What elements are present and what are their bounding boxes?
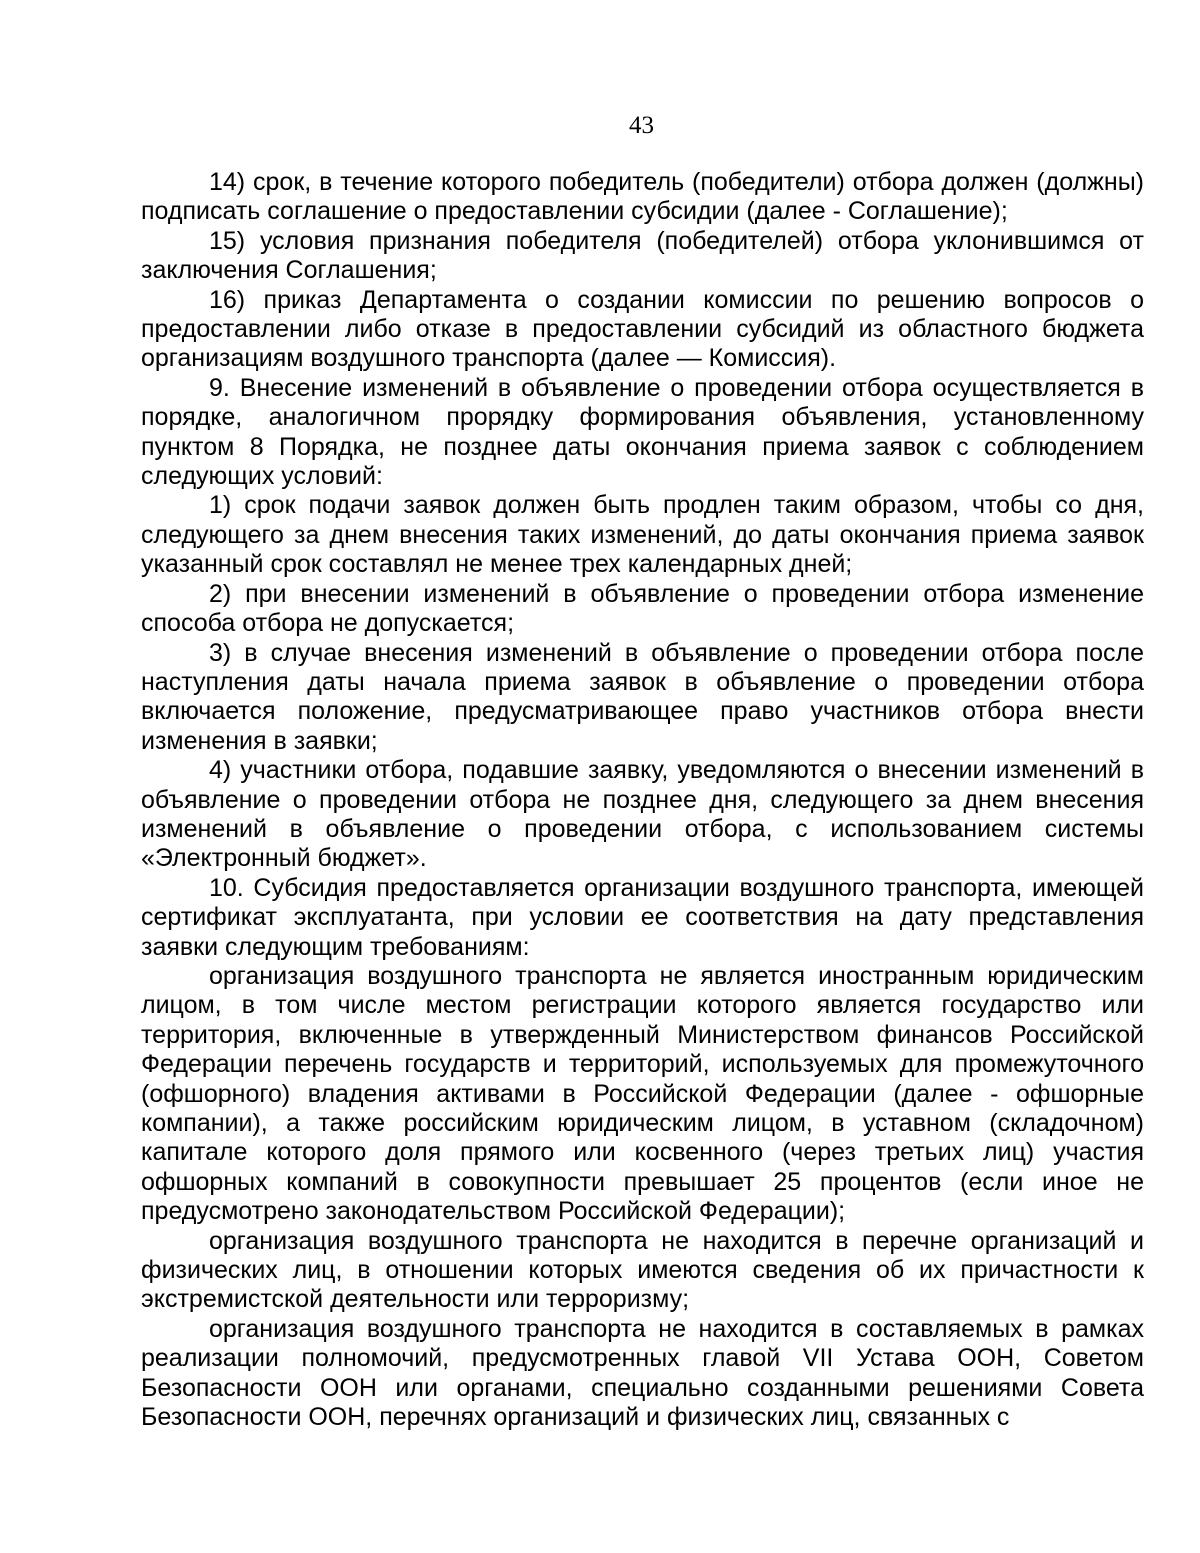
paragraph-item-16: 16) приказ Департамента о создании комиссии по решению вопросов о предоставлении либо отказе в предоставлении субсидий из областного бюджета организациям воздушного транспорта (далее — Комиссия). [141, 285, 1144, 373]
page-number: 43 [629, 112, 654, 139]
paragraph-condition-1: 1) срок подачи заявок должен быть продлен таким образом, чтобы со дня, следующего за днем внесения таких изменений, до даты окончания приема заявок указанный срок составлял не менее трех календарных дней; [141, 491, 1144, 579]
paragraph-requirement-un-lists: организация воздушного транспорта не находится в составляемых в рамках реализации полномочий, предусмотренных главой VII Устава ООН, Советом Безопасности ООН или органами, специально созданными решениями Совета Безопасности ООН, перечнях организаций и физических лиц, связанных с [141, 1314, 1144, 1432]
document-body [141, 168, 1144, 1432]
paragraph-requirement-offshore: организация воздушного транспорта не является иностранным юридическим лицом, в том числе местом регистрации которого является государство или территория, включенные в утвержденный Министерством финансов Российской Федерации перечень государств и территорий, используемых для промежуточного (офшорного) владения активами в Российской Федерации (далее - офшорные компании), а также российским юридическим лицом, в уставном (складочном) капитале которого доля прямого или косвенного (через третьих лиц) участия офшорных компаний в совокупности превышает 25 процентов (если иное не предусмотрено законодательством Российской Федерации); [141, 961, 1144, 1226]
paragraph-item-15: 15) условия признания победителя (победителей) отбора уклонившимся от заключения Соглашения; [141, 226, 1144, 285]
paragraph-condition-4: 4) участники отбора, подавшие заявку, уведомляются о внесении изменений в объявление о проведении отбора не позднее дня, следующего за днем внесения изменений в объявление о проведении отбора, с использованием системы «Электронный бюджет». [141, 756, 1144, 873]
paragraph-section-10: 10. Субсидия предоставляется организации воздушного транспорта, имеющей сертификат эксплуатанта, при условии ее соответствия на дату представления заявки следующим требованиям: [141, 873, 1144, 961]
paragraph-condition-2: 2) при внесении изменений в объявление о проведении отбора изменение способа отбора не допускается; [141, 579, 1144, 638]
paragraph-section-9: 9. Внесение изменений в объявление о проведении отбора осуществляется в порядке, аналогичном прорядку формирования объявления, установленному пунктом 8 Порядка, не позднее даты окончания приема заявок с соблюдением следующих условий: [141, 373, 1144, 491]
paragraph-requirement-extremism: организация воздушного транспорта не находится в перечне организаций и физических лиц, в отношении которых имеются сведения об их причастности к экстремистской деятельности или терроризму; [141, 1226, 1144, 1314]
paragraph-item-14: 14) срок, в течение которого победитель (победители) отбора должен (должны) подписать соглашение о предоставлении субсидии (далее - Соглашение); [141, 168, 1144, 226]
paragraph-condition-3: 3) в случае внесения изменений в объявление о проведении отбора после наступления даты начала приема заявок в объявление о проведении отбора включается положение, предусматривающее право участников отбора внести изменения в заявки; [141, 638, 1144, 755]
